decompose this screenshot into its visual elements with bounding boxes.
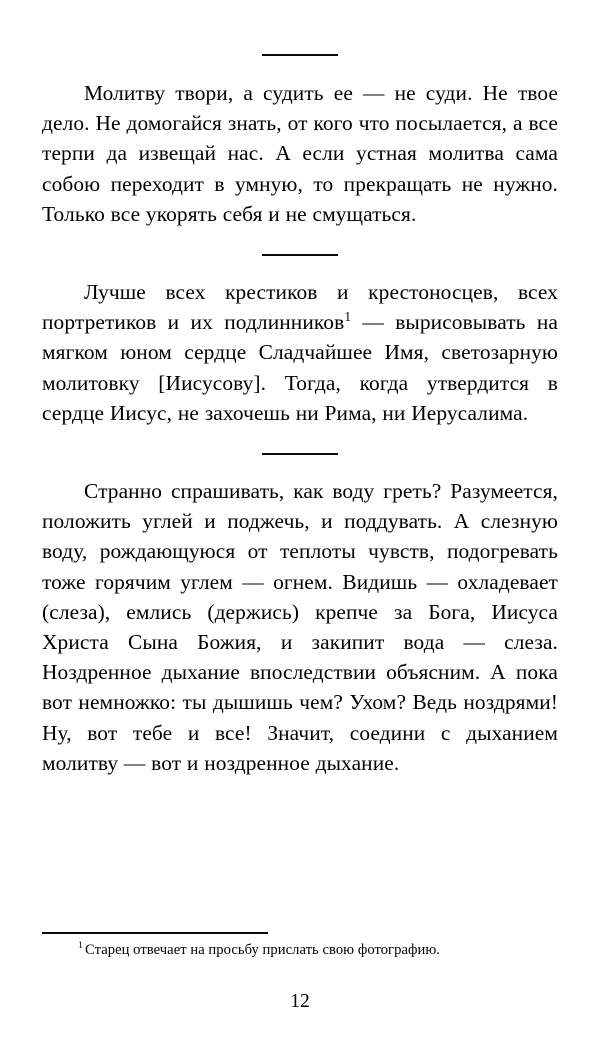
footnote-text [42, 934, 558, 960]
footnote-reference-marker[interactable]: 1 [344, 309, 352, 325]
paragraph-1: Молитву твори, а судить ее — не суди. Не твое дело. Не домогайся знать, от кого что посылается, а все терпи да извещай нас. А если устная молитва сама собою переходит в умную, то прекращать не нужно. Только все укорять себя и не смущаться. [42, 81, 558, 226]
section-divider-lower [42, 453, 558, 455]
divider-rule [262, 453, 338, 455]
footnote-body: Старец отвечает на просьбу прислать свою фотографию. [85, 942, 440, 958]
paragraph-2-text-after-footnote-ref: — вырисовывать на мягком юном сердце Сладчайшее Имя, светозарную молитовку [Иисусову]. Тогда, когда утвердится в сердце Иисус, не захочешь ни Рима, ни Иерусалима. [42, 310, 559, 425]
section-divider-middle [42, 254, 558, 256]
section-divider-top [42, 54, 558, 56]
paragraph-3: Странно спрашивать, как воду греть? Разумеется, положить углей и поджечь, и поддувать. А слезную воду, рождающуюся от теплоты чувств, подогревать тоже горячим углем — огнем. Видишь — охладевает (слеза), емлись (держись) крепче за Бога, Иисуса Христа Сына Божия, и закипит вода — слеза. Ноздренное дыхание впоследствии объясним. А пока вот немножко: ты дышишь чем? Ухом? Ведь ноздрями! Ну, вот тебе и все! Значит, соедини с дыханием молитву — вот и ноздренное дыхание. [42, 479, 558, 775]
footnote-block [42, 932, 558, 960]
paragraph-2-text-before-footnote-ref: Лучше всех крестиков и крестоносцев, всех портретиков и их подлинников [42, 280, 558, 335]
book-page [0, 54, 600, 1040]
paragraph-2 [42, 277, 558, 428]
page-number: 12 [290, 991, 310, 1012]
divider-rule [262, 254, 338, 256]
footnote-marker: 1 [78, 940, 84, 952]
divider-rule [262, 54, 338, 56]
